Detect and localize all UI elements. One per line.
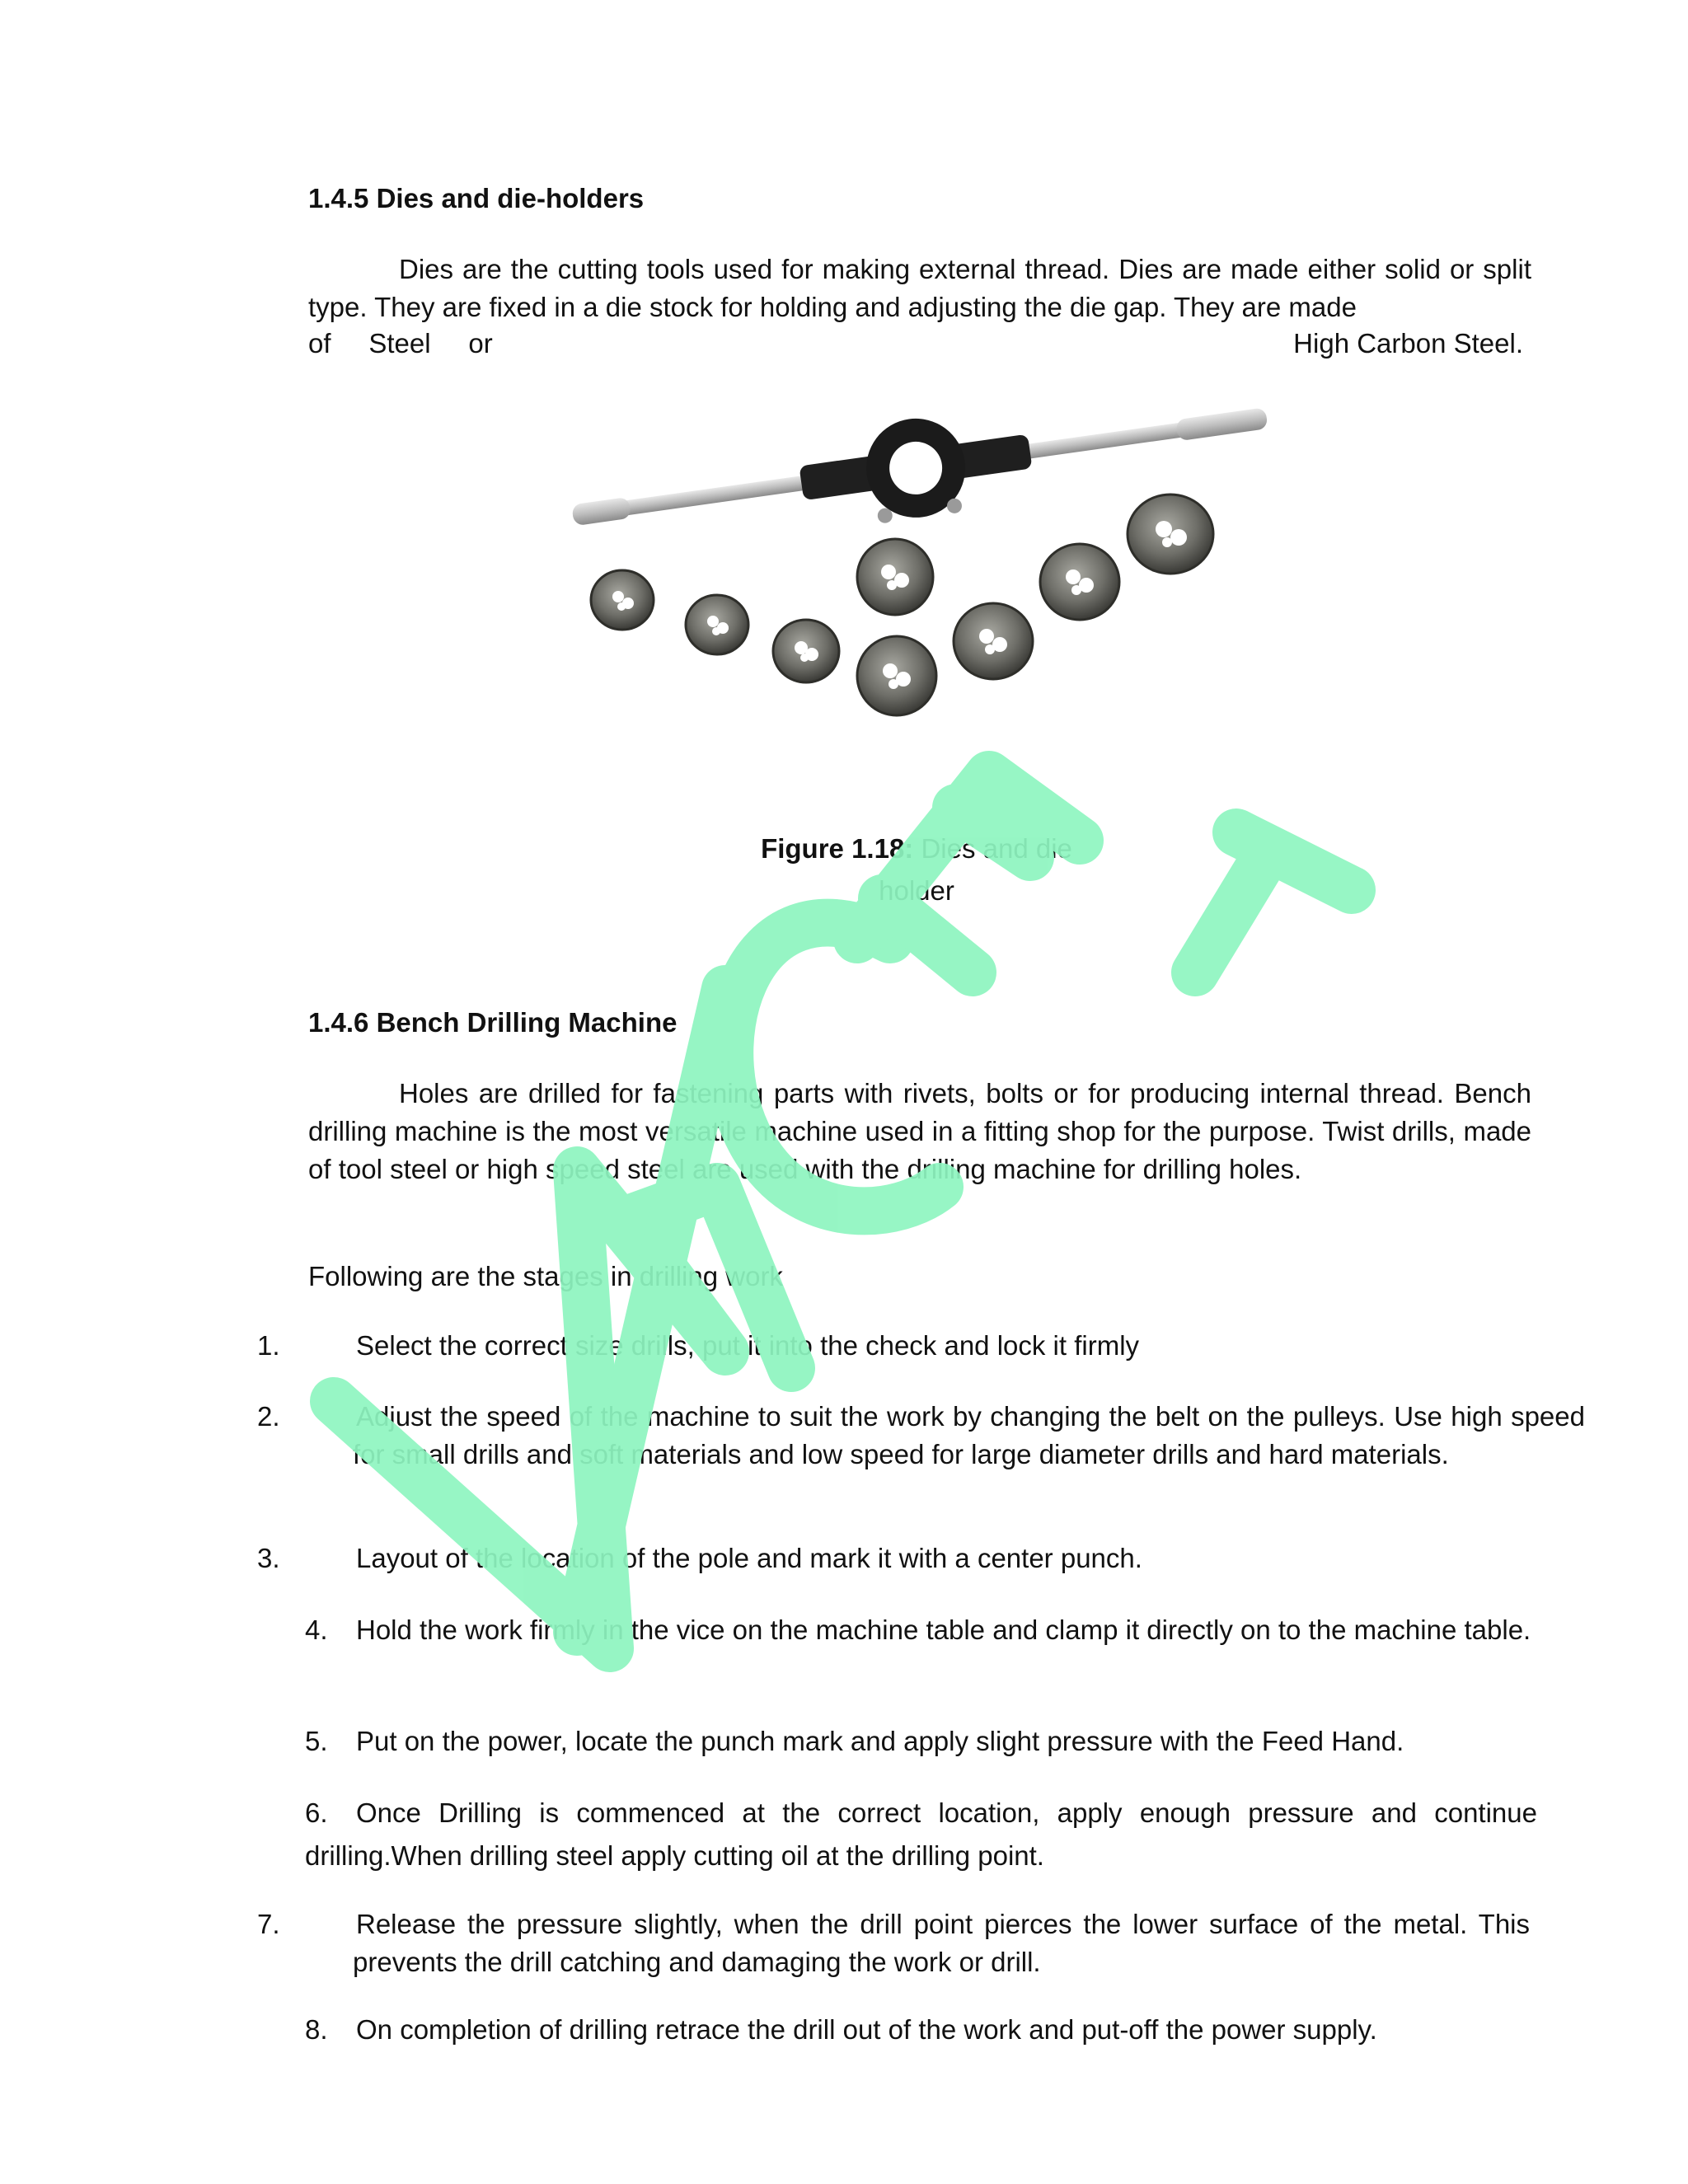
list-text: Adjust the speed of the machine to suit the work by changing the belt on the pulleys. Use high speed for small drills and soft materials and low speed for large diameter drills and hard materials. [353, 1401, 1585, 1469]
list-item [257, 1905, 1530, 1981]
drilling-paragraph: Holes are drilled for fastening parts with rivets, bolts or for producing internal thread. Bench drilling machine is the most versatile machine used in a fitting shop for the purpose. Twist drills, made of tool steel or high speed steel are used with the drilling machine for drilling holes. [308, 1078, 1531, 1184]
list-item [257, 1398, 1585, 1474]
steel-line-right: High Carbon Steel. [1293, 328, 1523, 359]
figure-caption-label: Figure 1.18: [761, 833, 914, 864]
watermark-letter-e [857, 775, 1080, 972]
dies-paragraph: Dies are the cutting tools used for making external thread. Dies are made either solid or split type. They are fixed in a die stock for holding and adjusting the die gap. They are made [308, 254, 1531, 322]
list-text: Select the correct size drills, put it into the check and lock it firmly [356, 1330, 1140, 1361]
list-number: 7. [257, 1909, 280, 1939]
list-number: 5. [305, 1726, 328, 1756]
list-text: Once Drilling is commenced at the correct location, apply enough pressure and continue drilling.When drilling steel apply cutting oil at the drilling point. [305, 1797, 1537, 1871]
figure-caption-line2: holder [879, 875, 954, 906]
list-item [305, 2011, 1537, 2049]
list-number: 6. [305, 1797, 328, 1828]
list-number: 8. [305, 2014, 328, 2045]
list-text: Release the pressure slightly, when the drill point pierces the lower surface of the metal. This prevents the drill catching and damaging the work or drill. [353, 1909, 1530, 1977]
section-heading-dies: 1.4.5 Dies and die-holders [308, 183, 645, 213]
list-text: Layout of the location of the pole and mark it with a center punch. [356, 1543, 1142, 1573]
figure-caption [0, 827, 1688, 870]
figure-caption-text: Dies and die [913, 833, 1072, 864]
list-number: 3. [257, 1543, 280, 1573]
list-text: On completion of drilling retrace the drill out of the work and put-off the power supply. [356, 2014, 1377, 2045]
list-item [305, 1792, 1537, 1877]
die-set-image [552, 396, 1278, 775]
list-text: Put on the power, locate the punch mark and apply slight pressure with the Feed Hand. [356, 1726, 1404, 1756]
list-text: Hold the work firmly in the vice on the machine table and clamp it directly on to the machine table. [356, 1615, 1531, 1645]
list-item [257, 1540, 1585, 1577]
list-item [257, 1327, 1585, 1365]
list-number: 4. [305, 1615, 328, 1645]
steel-line-left: of Steel or [308, 328, 493, 359]
list-number: 2. [257, 1401, 280, 1432]
section-heading-drilling: 1.4.6 Bench Drilling Machine [308, 1007, 678, 1038]
stages-intro: Following are the stages in drilling work [308, 1261, 783, 1291]
list-item [305, 1722, 1537, 1760]
list-number: 1. [257, 1330, 280, 1361]
list-item [305, 1609, 1537, 1652]
